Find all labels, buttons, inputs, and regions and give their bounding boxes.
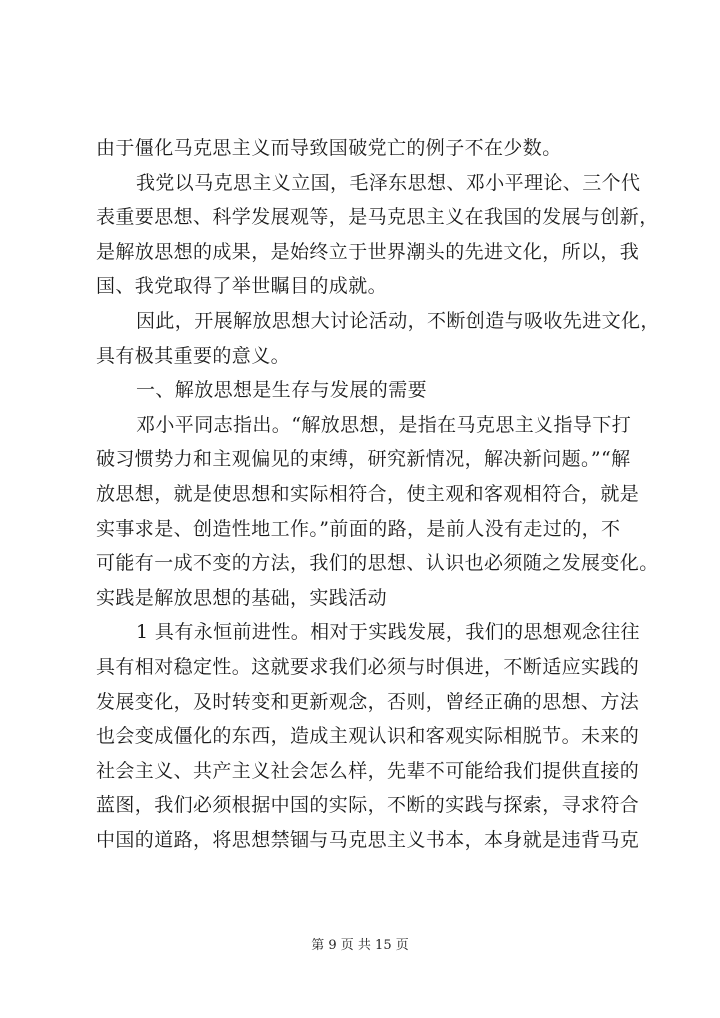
text-line: 放思想，就是使思想和实际相符合，使主观和客观相符合，就是	[96, 482, 640, 505]
text-line: 具有相对稳定性。这就要求我们必须与时俱进，不断适应实践的	[96, 655, 640, 678]
text-line: 可能有一成不变的方法，我们的思想、认识也必须随之发展变化。	[96, 552, 659, 575]
text-line: 实事求是、创造性地工作。”前面的路，是前人没有走过的，不	[96, 517, 621, 540]
text-line: 1 具有永恒前进性。相对于实践发展，我们的思想观念往往	[136, 621, 640, 644]
body-text	[96, 131, 660, 857]
text-line: 国、我党取得了举世瞩目的成就。	[96, 275, 388, 298]
text-line: 也会变成僵化的东西，造成主观认识和客观实际相脱节。未来的	[96, 725, 640, 748]
page-number-footer: 第 9 页 共 15 页	[311, 938, 409, 953]
text-line: 因此，开展解放思想大讨论活动，不断创造与吸收先进文化，	[136, 309, 660, 332]
text-line: 具有极其重要的意义。	[96, 344, 291, 367]
text-line: 表重要思想、科学发展观等，是马克思主义在我国的发展与创新，	[96, 206, 659, 229]
text-line: 蓝图，我们必须根据中国的实际，不断的实践与探索，寻求符合	[96, 794, 640, 817]
text-line: 实践是解放思想的基础，实践活动	[96, 586, 388, 609]
text-line: 我党以马克思主义立国，毛泽东思想、邓小平理论、三个代	[136, 171, 641, 194]
text-line: 破习惯势力和主观偏见的束缚，研究新情况，解决新问题。”“解	[96, 448, 631, 471]
text-line: 邓小平同志指出。“解放思想，是指在马克思主义指导下打	[136, 413, 632, 436]
text-line: 中国的道路，将思想禁锢与马克思主义书本，本身就是违背马克	[96, 828, 640, 851]
text-line: 发展变化，及时转变和更新观念，否则，曾经正确的思想、方法	[96, 690, 640, 713]
section-heading: 一、解放思想是生存与发展的需要	[136, 379, 428, 402]
text-line: 是解放思想的成果，是始终立于世界潮头的先进文化，所以，我	[96, 240, 640, 263]
text-line: 由于僵化马克思主义而导致国破党亡的例子不在少数。	[96, 137, 562, 159]
text-line: 社会主义、共产主义社会怎么样，先辈不可能给我们提供直接的	[96, 759, 640, 782]
